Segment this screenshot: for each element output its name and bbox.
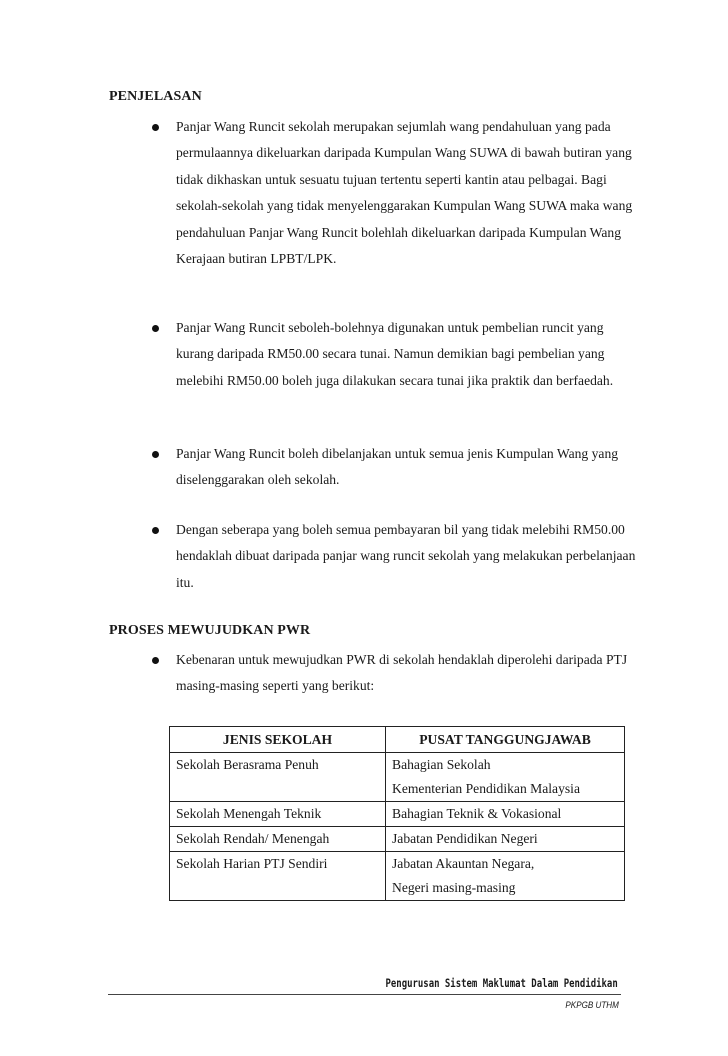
bullet-icon [152,527,159,534]
bullet-icon [152,657,159,664]
bullet-text: Dengan seberapa yang boleh semua pembayaran bil yang tidak melebihi RM50.00 hendaklah dibuat daripada panjar wang runcit sekolah yang melakukan perbelanjaan itu. [176,522,636,590]
table-row [170,753,625,802]
bullet-text: Panjar Wang Runcit sekolah merupakan sejumlah wang pendahuluan yang pada permulaannya dikeluarkan daripada Kumpulan Wang SUWA di bawah butiran yang tidak dikhaskan untuk sesuatu tujuan tertentu seperti kantin atau pelbagai. Bagi sekolah-sekolah yang tidak menyelenggarakan Kumpulan Wang SUWA maka wang pendahuluan Panjar Wang Runcit bolehlah dikeluarkan daripada Kumpulan Wang Kerajaan butiran LPBT/LPK. [176,119,633,267]
table-row [170,827,625,852]
bullet-text: Panjar Wang Runcit boleh dibelanjakan untuk semua jenis Kumpulan Wang yang diselenggarakan oleh sekolah. [176,446,619,488]
cell-line: Kementerian Pendidikan Malaysia [392,781,580,796]
column-header-pusat-tanggungjawab: PUSAT TANGGUNGJAWAB [386,727,625,753]
footer-divider [108,994,621,995]
table-cell-pusat [386,827,625,852]
bullet-icon [152,124,159,131]
table-row [170,802,625,827]
cell-line: Negeri masing-masing [392,880,516,895]
list-item [176,517,636,596]
footer-subtitle: PKPGB UTHM [565,1000,619,1011]
bullet-icon [152,451,159,458]
table-cell-jenis: Sekolah Harian PTJ Sendiri [170,852,386,901]
cell-line: Jabatan Akauntan Negara, [392,856,535,871]
bullet-text: Panjar Wang Runcit seboleh-bolehnya digunakan untuk pembelian runcit yang kurang daripada RM50.00 secara tunai. Namun demikian bagi pembelian yang melebihi RM50.00 boleh juga dilakukan secara tunai jika praktik dan berfaedah. [176,320,614,388]
cell-line: Bahagian Sekolah [392,757,491,772]
column-header-jenis-sekolah: JENIS SEKOLAH [170,727,386,753]
footer-title: Pengurusan Sistem Maklumat Dalam Pendidikan [385,976,618,990]
table-cell-pusat [386,753,625,802]
table-header-row [170,727,625,753]
table-cell-jenis: Sekolah Menengah Teknik [170,802,386,827]
bullet-text: Kebenaran untuk mewujudkan PWR di sekolah hendaklah diperolehi daripada PTJ masing-masing seperti yang berikut: [176,652,628,694]
list-item [176,441,636,494]
table-cell-pusat [386,852,625,901]
list-item [176,315,636,394]
section-heading-penjelasan: PENJELASAN [109,89,202,104]
table-cell-jenis: Sekolah Rendah/ Menengah [170,827,386,852]
list-item [176,647,636,700]
table-cell-jenis: Sekolah Berasrama Penuh [170,753,386,802]
cell-line: Jabatan Pendidikan Negeri [392,831,538,846]
section-heading-proses: PROSES MEWUJUDKAN PWR [109,623,311,638]
table-cell-pusat [386,802,625,827]
table-row [170,852,625,901]
list-item [176,114,636,272]
bullet-icon [152,325,159,332]
cell-line: Bahagian Teknik & Vokasional [392,806,562,821]
ptj-table [169,726,625,901]
